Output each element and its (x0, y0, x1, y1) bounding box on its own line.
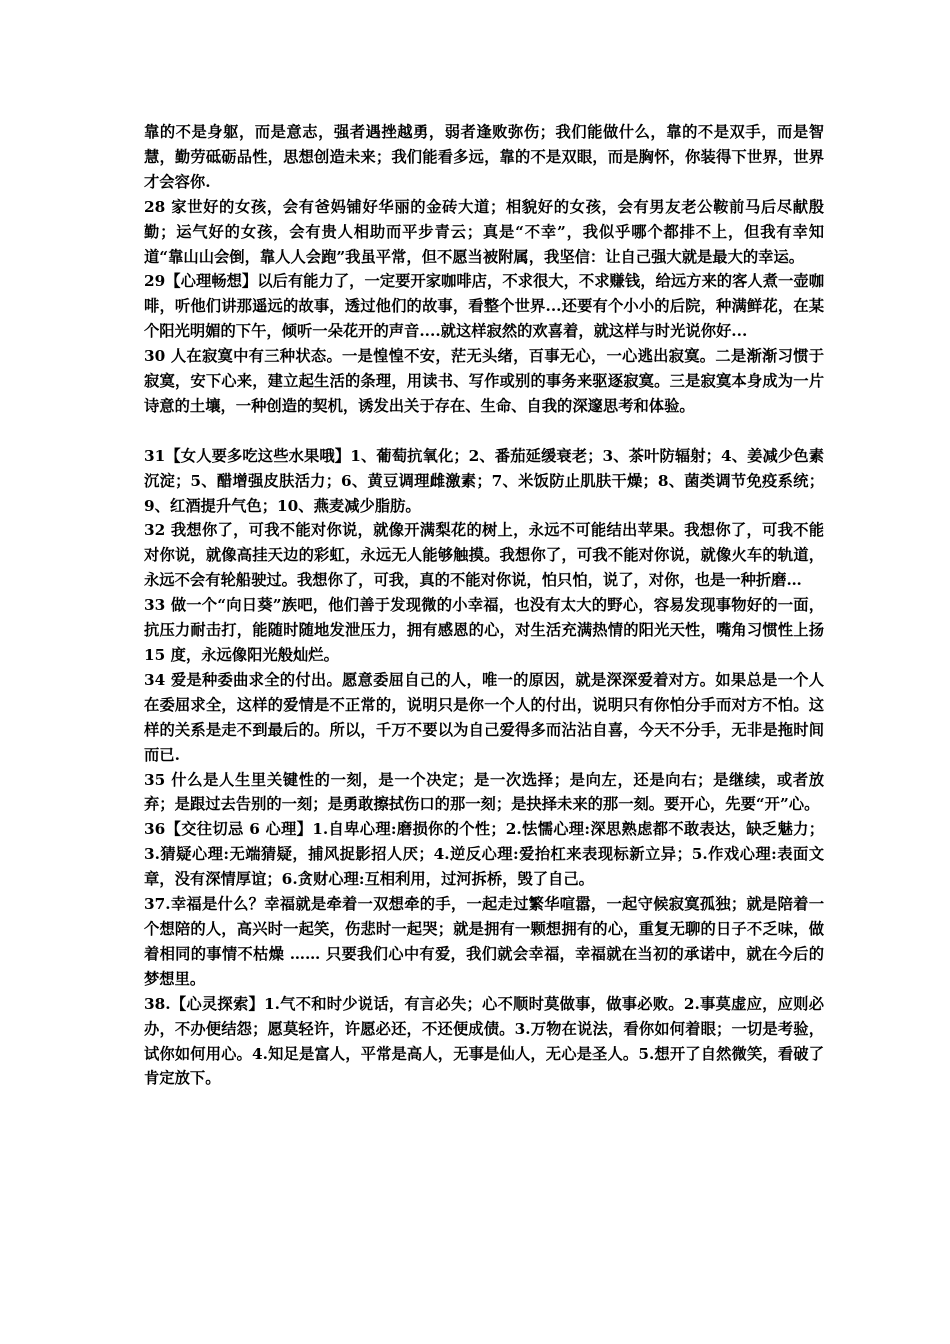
paragraph-33: 33 做一个“向日葵”族吧，他们善于发现微的小幸福，也没有太大的野心，容易发现事物好的一面，抗压力耐击打，能随时随地发泄压力，拥有感恩的心，对生活充满热情的阳光天性，嘴角习惯性上扬 15 度，永远像阳光般灿烂。 (144, 596, 824, 665)
paragraph-29: 29【心理畅想】以后有能力了，一定要开家咖啡店，不求很大，不求赚钱，给远方来的客人煮一壶咖啡，听他们讲那遥远的故事，透过他们的故事，看整个世界...还要有个小小的后院，种满鲜花，在某个阳光明媚的下午，倾听一朵花开的声音....就这样寂然的欢喜着，就这样与时光说你好... (144, 272, 824, 341)
paragraph-32: 32 我想你了，可我不能对你说，就像开满梨花的树上，永远不可能结出苹果。我想你了，可我不能对你说，就像高挂天边的彩虹，永远无人能够触摸。我想你了，可我不能对你说，就像火车的轨道，永远不会有轮船驶过。我想你了，可我，真的不能对你说，怕只怕，说了，对你，也是一种折磨… (144, 521, 824, 590)
paragraph-30: 30 人在寂寞中有三种状态。一是惶惶不安，茫无头绪，百事无心，一心逃出寂寞。二是渐渐习惯于寂寞，安下心来，建立起生活的条理，用读书、写作或别的事务来驱逐寂寞。三是寂寞本身成为一片诗意的土壤，一种创造的契机，诱发出关于存在、生命、自我的深邃思考和体验。 (144, 347, 824, 415)
paragraph-34: 34 爱是种委曲求全的付出。愿意委屈自己的人，唯一的原因，就是深深爱着对方。如果总是一个人在委屈求全，这样的爱情是不正常的，说明只是你一个人的付出，说明只有你怕分手而对方不怕。这样的关系是走不到最后的。所以，千万不要以为自己爱得多而沾沾自喜，今天不分手，无非是拖时间而已. (144, 670, 824, 764)
paragraph-28: 28 家世好的女孩，会有爸妈铺好华丽的金砖大道；相貌好的女孩，会有男友老公鞍前马后尽献殷勤；运气好的女孩，会有贵人相助而平步青云；真是“不幸”，我似乎哪个都排不上，但我有幸知道“靠山山会倒，靠人人会跑”我虽平常，但不愿当被附属，我坚信：让自己强大就是最大的幸运。 (144, 197, 824, 266)
document-body (144, 120, 824, 1091)
paragraph-37: 37.幸福是什么？幸福就是牵着一双想牵的手，一起走过繁华喧嚣，一起守候寂寞孤独；就是陪着一个想陪的人，高兴时一起笑，伤悲时一起哭；就是拥有一颗想拥有的心，重复无聊的日子不乏味，做着相同的事情不枯燥 …… 只要我们心中有爱，我们就会幸福，幸福就在当初的承诺中，就在今后的梦想里。 (144, 895, 824, 988)
paragraph-38: 38.【心灵探索】1.气不和时少说话，有言必失；心不顺时莫做事，做事必败。2.事莫虚应，应则必办，不办便结怨；愿莫轻许，许愿必还，不还便成债。3.万物在说法，看你如何着眼；一切是考验，试你如何用心。4.知足是富人，平常是高人，无事是仙人，无心是圣人。5.想开了自然微笑，看破了肯定放下。 (144, 994, 824, 1088)
paragraph-27-continued: 靠的不是身躯，而是意志，强者遇挫越勇，弱者逢败弥伤；我们能做什么，靠的不是双手，而是智慧，勤劳砥砺品性，思想创造未来；我们能看多远，靠的不是双眼，而是胸怀，你装得下世界，世界才会容你. (144, 123, 824, 191)
paragraph-35: 35 什么是人生里关键性的一刻，是一个决定；是一次选择；是向左，还是向右；是继续，或者放弃；是跟过去告别的一刻；是勇敢擦拭伤口的那一刻；是抉择未来的那一刻。要开心，先要“开”心。 (144, 770, 824, 814)
paragraph-31: 31【女人要多吃这些水果哦】1、葡萄抗氧化；2、番茄延缓衰老；3、茶叶防辐射；4、姜减少色素沉淀；5、醋增强皮肤活力；6、黄豆调理雌激素；7、米饭防止肌肤干燥；8、菌类调节免疫系统；9、红酒提升气色；10、燕麦减少脂肪。 (144, 446, 824, 515)
paragraph-36: 36【交往切忌 6 心理】1.自卑心理:磨损你的个性；2.怯懦心理:深思熟虑都不敢表达，缺乏魅力；3.猜疑心理:无端猜疑，捕风捉影招人厌；4.逆反心理:爱抬杠来表现标新立异；5.作戏心理:表面文章，没有深情厚谊；6.贪财心理:互相利用，过河拆桥，毁了自己。 (144, 820, 824, 889)
blank-line (144, 419, 824, 444)
